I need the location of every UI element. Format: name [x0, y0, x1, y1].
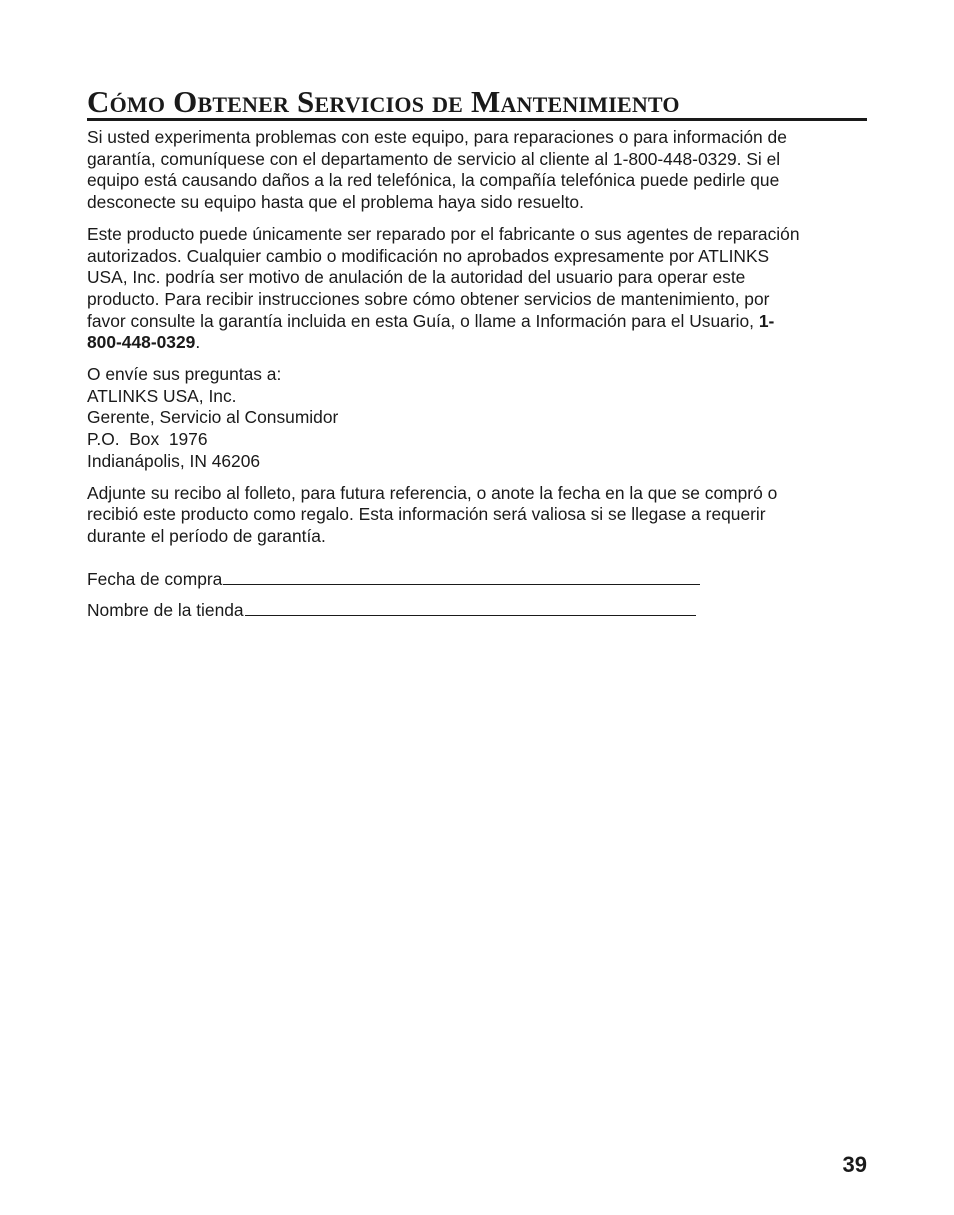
paragraph-line: USA, Inc. podría ser motivo de anulación de la autoridad del usuario para operar este — [87, 267, 746, 288]
store-name-label: Nombre de la tienda — [87, 600, 244, 621]
paragraph-authorized-repair — [87, 224, 867, 354]
paragraph-line: equipo está causando daños a la red telefónica, la compañía telefónica puede pedirle que — [87, 170, 780, 191]
paragraph-line: recibió este producto como regalo. Esta información será valiosa si se llegase a requerir — [87, 504, 766, 525]
paragraph-receipt — [87, 483, 867, 548]
purchase-date-field — [87, 569, 867, 591]
punctuation: . — [195, 332, 201, 353]
paragraph-line: durante el período de garantía. — [87, 525, 326, 546]
address-department: Gerente, Servicio al Consumidor — [87, 407, 339, 428]
page-number: 39 — [842, 1152, 867, 1177]
spacer — [87, 590, 867, 600]
address-company: ATLINKS USA, Inc. — [87, 385, 237, 406]
store-name-field — [87, 600, 867, 622]
paragraph-line: garantía, comuníquese con el departamento de servicio al cliente al 1-800-448-0329. Si el — [87, 148, 781, 169]
paragraph-line: autorizados. Cualquier cambio o modificación no aprobados expresamente por ATLINKS — [87, 245, 770, 266]
phone-number-part: 800-448-0329 — [87, 332, 196, 353]
address-city: Indianápolis, IN 46206 — [87, 450, 261, 471]
paragraph-line — [87, 311, 867, 333]
store-name-blank — [245, 601, 696, 616]
paragraph-text: favor consulte la garantía incluida en esta Guía, o llame a Información para el Usuario, — [87, 310, 759, 331]
page-title: Cómo Obtener Servicios de Mantenimiento — [87, 84, 680, 119]
purchase-date-blank — [223, 570, 700, 585]
paragraph-line: Si usted experimenta problemas con este equipo, para reparaciones o para información de — [87, 127, 787, 147]
phone-number-part: 1- — [758, 310, 775, 331]
paragraph-line: Este producto puede únicamente ser reparado por el fabricante o sus agentes de reparación — [87, 223, 800, 244]
paragraph-service-contact — [87, 127, 867, 214]
page-content — [87, 84, 867, 622]
mailing-address — [87, 364, 867, 473]
paragraph-line: producto. Para recibir instrucciones sobre cómo obtener servicios de mantenimiento, por — [87, 288, 770, 309]
purchase-date-label: Fecha de compra — [87, 568, 223, 589]
address-intro: O envíe sus preguntas a: — [87, 364, 282, 385]
paragraph-line: desconecte su equipo hasta que el problema haya sido resuelto. — [87, 192, 584, 213]
address-po-box: P.O. Box 1976 — [87, 429, 208, 450]
paragraph-line — [87, 332, 867, 354]
spacer — [87, 558, 867, 569]
paragraph-line: Adjunte su recibo al folleto, para futura referencia, o anote la fecha en la que se compró o — [87, 482, 778, 503]
